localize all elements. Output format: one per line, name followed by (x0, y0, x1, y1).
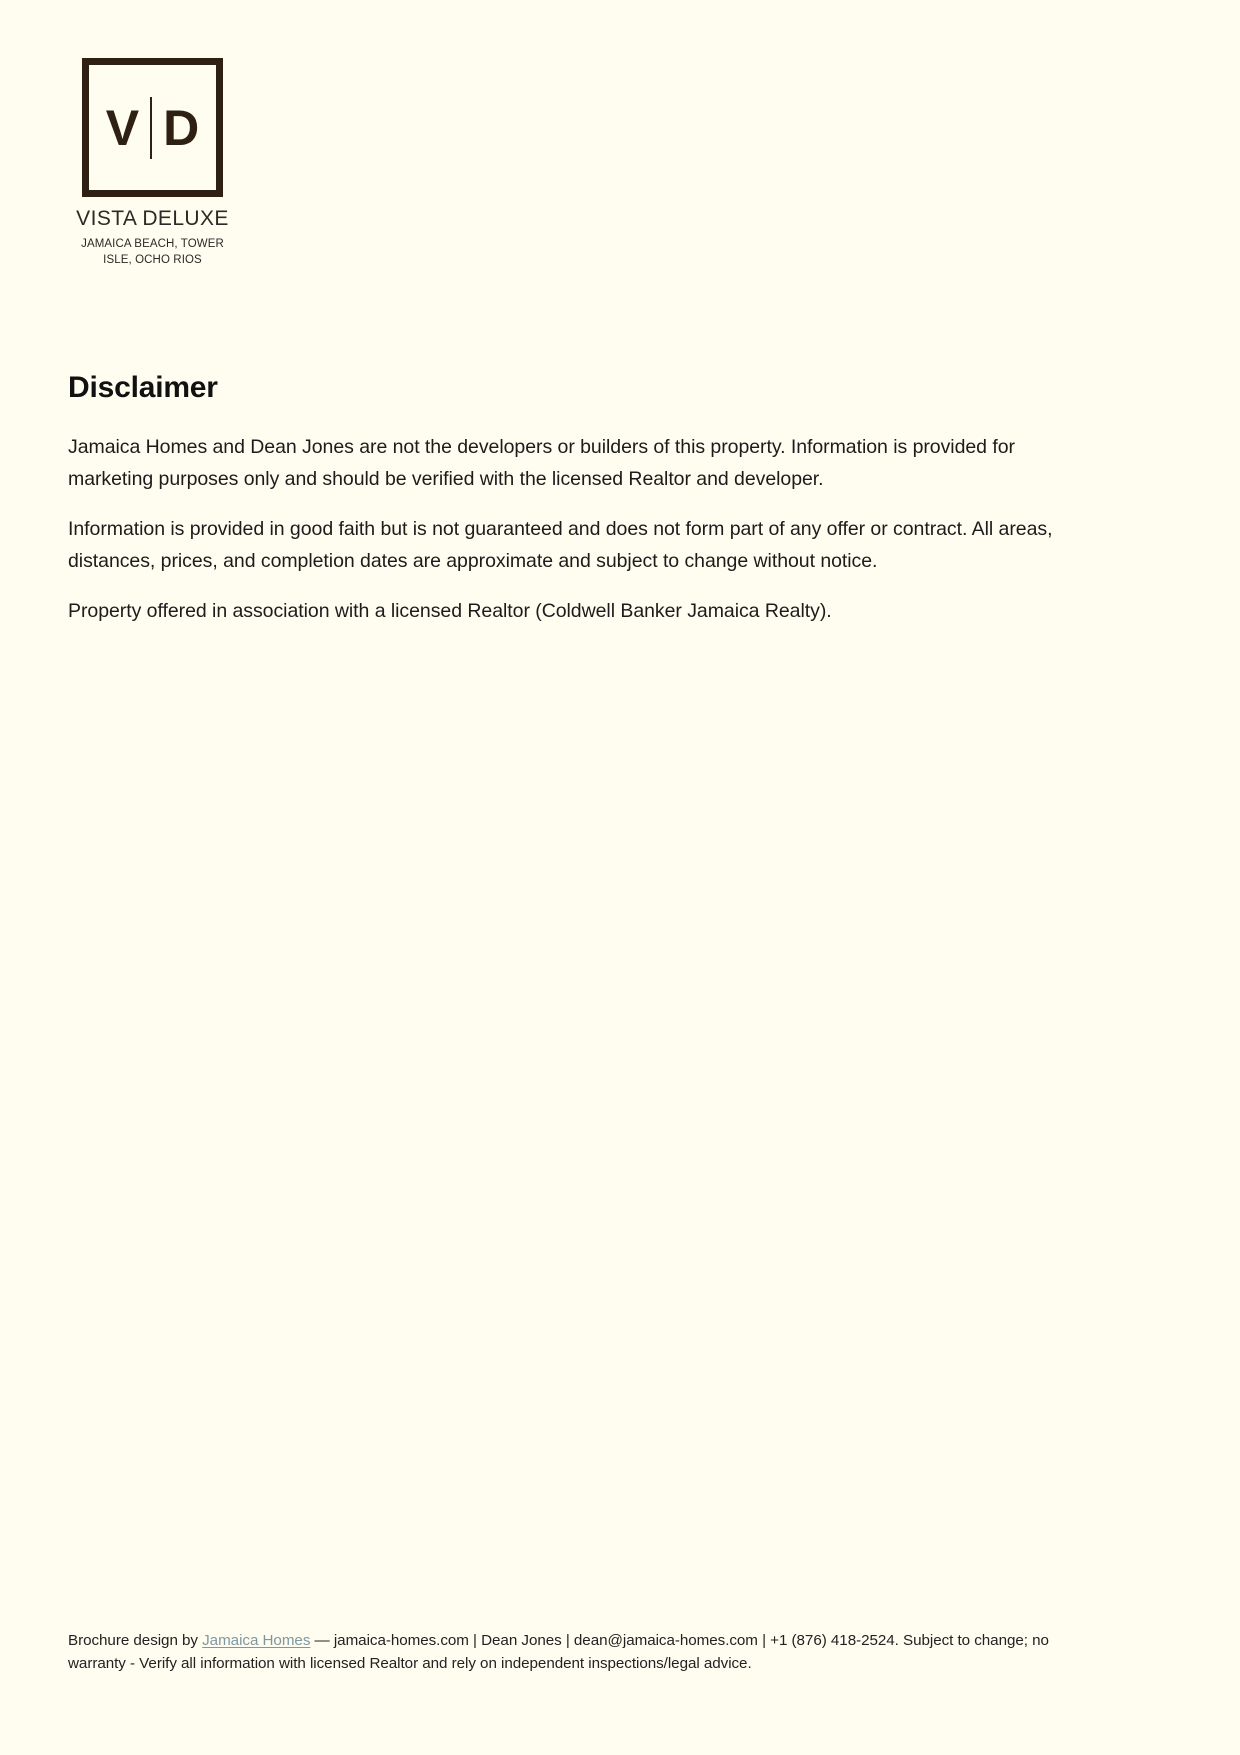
logo-letter-d: D (163, 99, 200, 156)
logo-lettermark (95, 97, 210, 159)
disclaimer-paragraph-2: Information is provided in good faith but is not guaranteed and does not form part of any offer or contract. All areas, distances, prices, and completion dates are approximate and subject to change without notice. (68, 518, 1053, 572)
brand-location (75, 236, 230, 269)
brand-location-line-2: ISLE, OCHO RIOS (103, 254, 202, 267)
footer-prefix: Brochure design by (68, 1632, 203, 1649)
footer-suffix: — jamaica-homes.com | Dean Jones | dean@jamaica-homes.com | +1 (876) 418-2524. Subject to change; no warranty - Verify all information with licensed Realtor and rely on independent inspections/legal advice. (68, 1632, 1049, 1672)
disclaimer-paragraph-1: Jamaica Homes and Dean Jones are not the developers or builders of this property. Information is provided for marketing purposes only and should be verified with the licensed Realtor and developer. (68, 436, 1015, 490)
disclaimer-paragraph-3: Property offered in association with a licensed Realtor (Coldwell Banker Jamaica Realty). (68, 600, 832, 623)
logo-mark (82, 58, 223, 197)
footer (68, 1630, 1068, 1675)
footer-jamaica-homes-link[interactable]: Jamaica Homes (202, 1632, 311, 1649)
logo-letter-v: V (105, 99, 140, 156)
brand-location-line-1: JAMAICA BEACH, TOWER (81, 238, 224, 251)
brand-logo-block (75, 58, 230, 269)
brand-name: VISTA DELUXE (76, 207, 229, 230)
disclaimer-section (68, 370, 1074, 628)
page-title: Disclaimer (68, 371, 218, 404)
